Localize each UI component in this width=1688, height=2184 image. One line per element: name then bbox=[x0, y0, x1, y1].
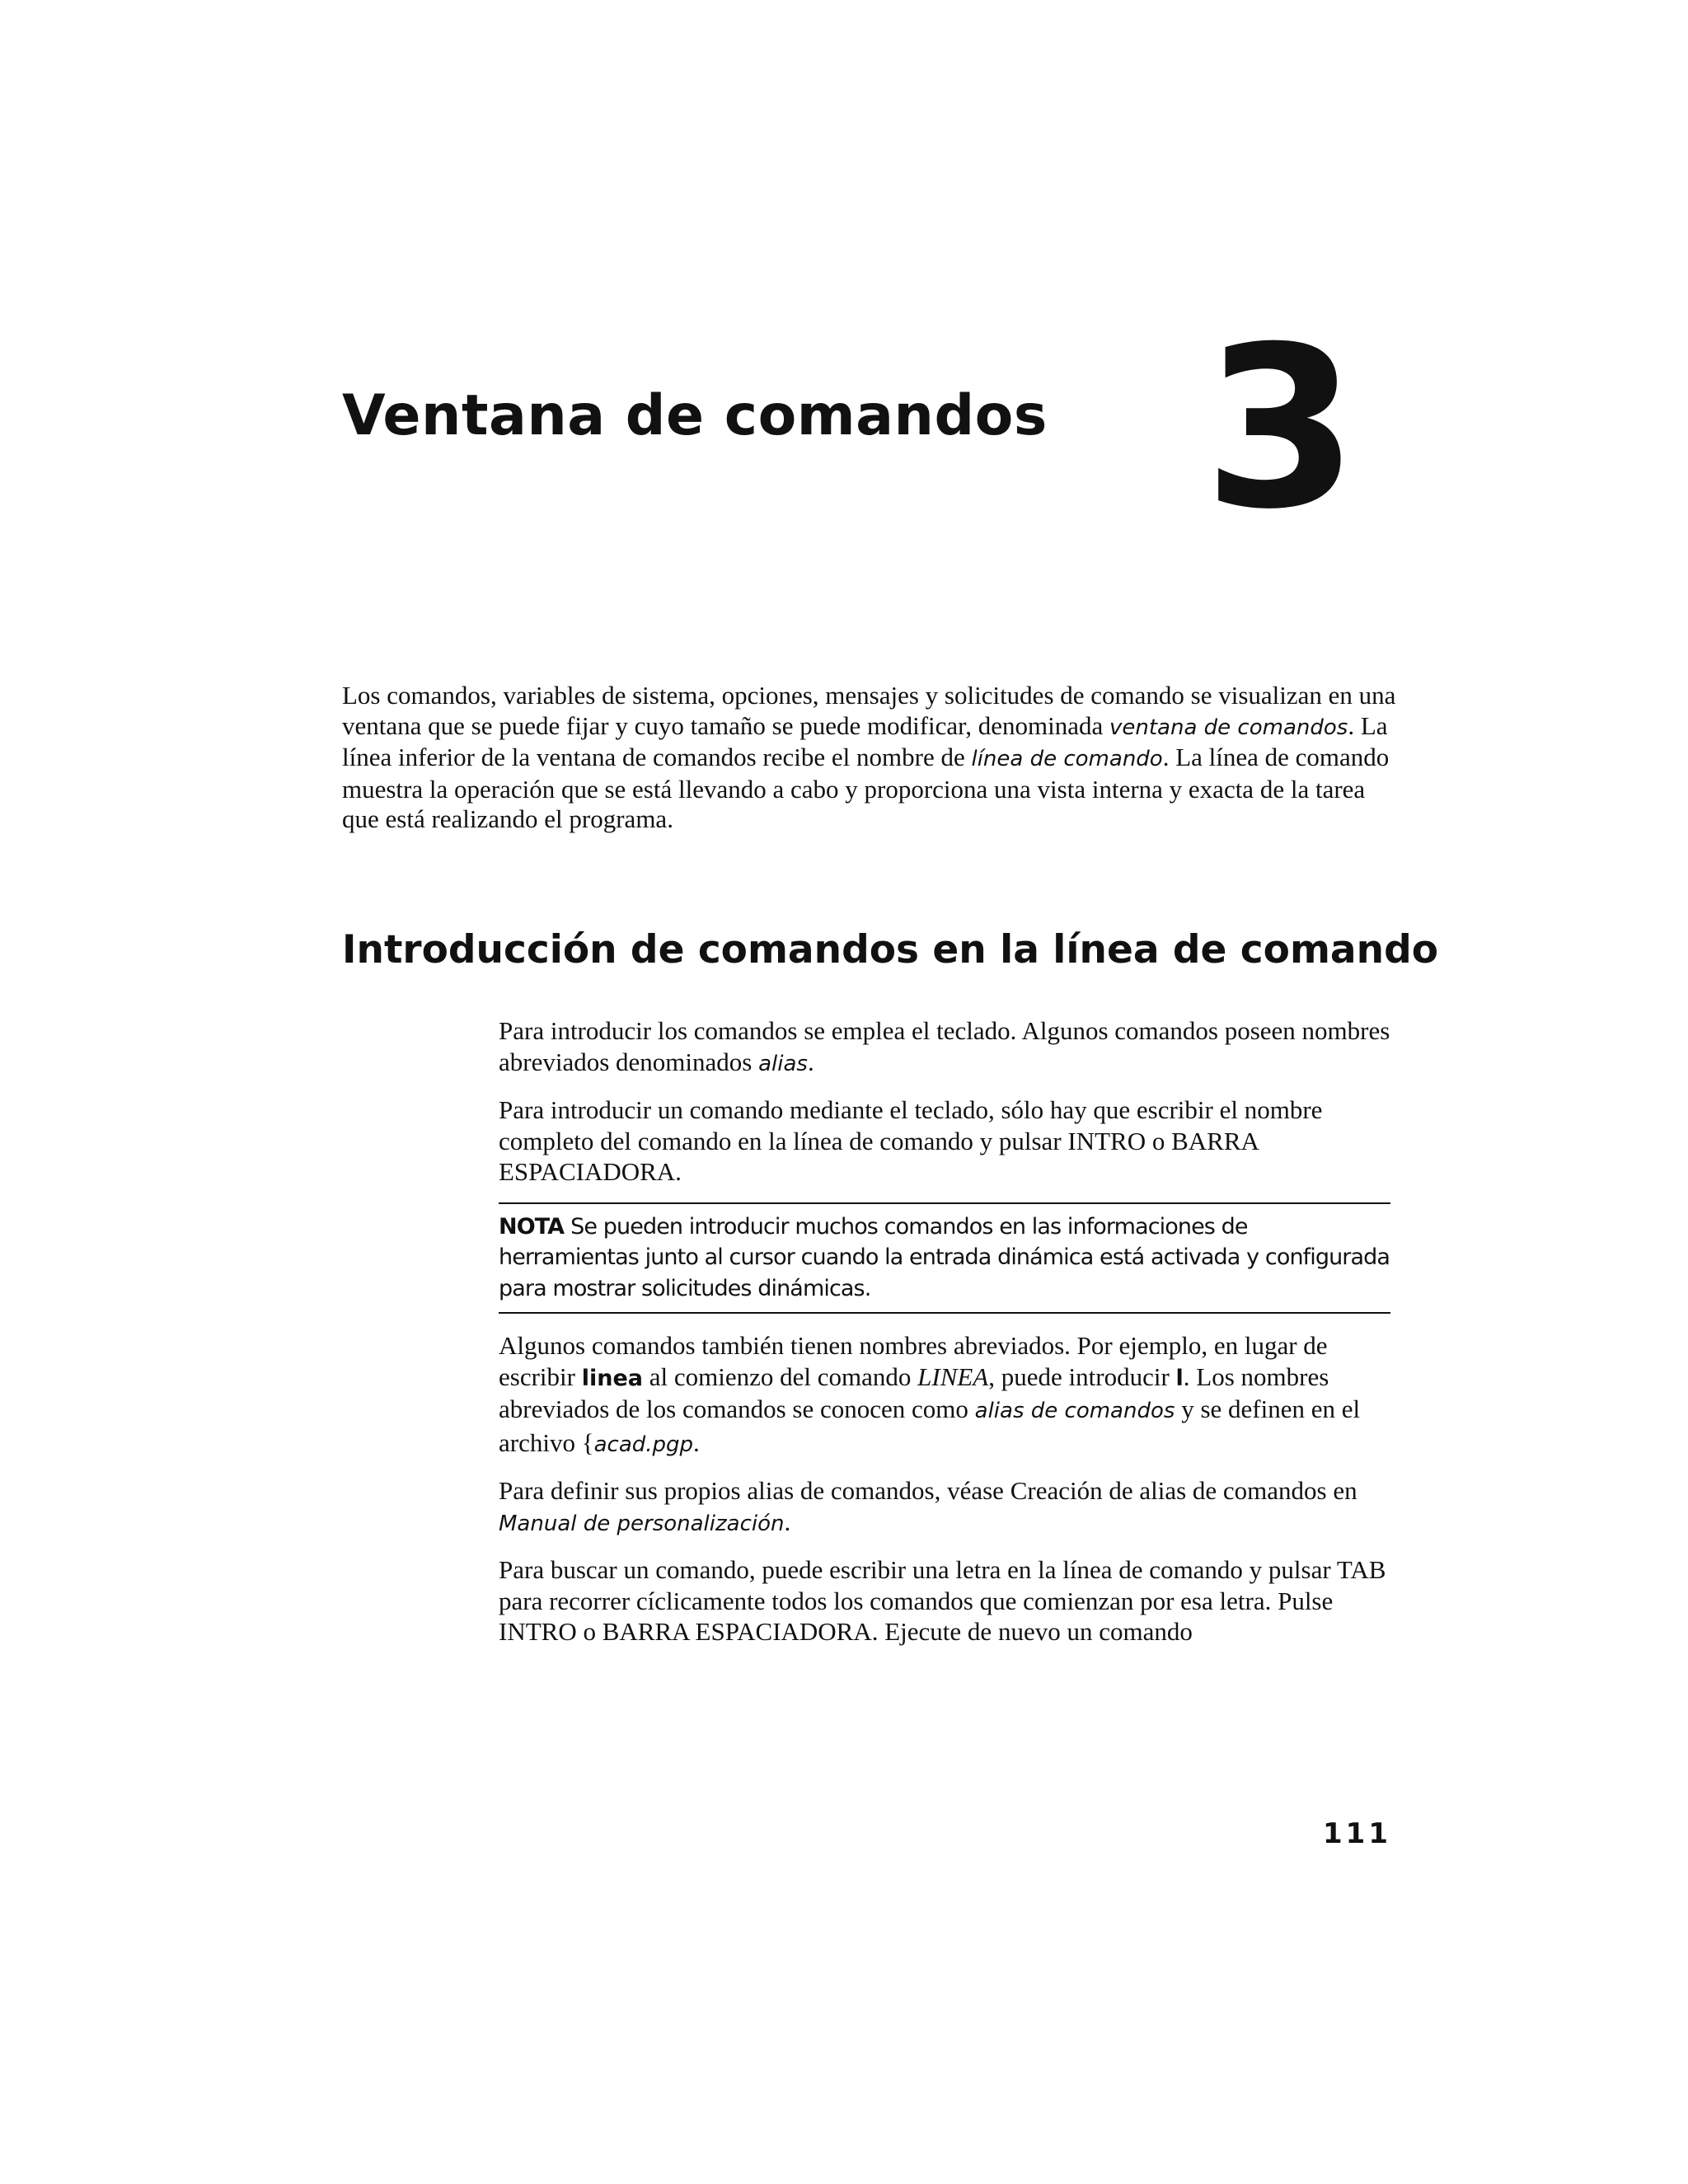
paragraph-text: . bbox=[807, 1047, 814, 1076]
paragraph-text: Para definir sus propios alias de comandos, véase Creación de alias de comandos en bbox=[499, 1476, 1357, 1505]
file-name: acad.pgp bbox=[593, 1432, 694, 1457]
term-alias-de-comandos: alias de comandos bbox=[974, 1399, 1175, 1423]
intro-text: . La línea de comando muestra la operación que se está llevando a cabo y proporciona una vista interna y exacta de la tarea que está realizando el programa. bbox=[342, 743, 1390, 833]
section-title: Introducción de comandos en la línea de comando bbox=[342, 927, 1439, 972]
intro-paragraph bbox=[342, 681, 1405, 835]
term-alias: alias bbox=[758, 1051, 808, 1076]
page-number: 111 bbox=[1323, 1817, 1391, 1850]
chapter-number: 3 bbox=[1203, 298, 1358, 558]
intro-text: Los comandos, variables de sistema, opciones, mensajes y solicitudes de comando se visualizan en una ventana que se puede fijar y cuyo tamaño se puede modificar, denominada bbox=[342, 681, 1396, 740]
paragraph-text: Para introducir los comandos se emplea el teclado. Algunos comandos poseen nombres abreviados denominados bbox=[499, 1016, 1390, 1076]
paragraph-search-command: Para buscar un comando, puede escribir una letra en la línea de comando y pulsar TAB para recorrer cíclicamente todos los comandos que comienzan por esa letra. Pulse INTRO o BARRA ESPACIADORA. Ejecute de nuevo un comando bbox=[499, 1555, 1386, 1646]
paragraph-text: y se definen en el archivo { bbox=[499, 1394, 1361, 1457]
command-name: LINEA bbox=[917, 1361, 989, 1391]
paragraph-keyboard: Para introducir un comando mediante el teclado, sólo hay que escribir el nombre completo del comando en la línea de comando y pulsar INTRO o BARRA ESPACIADORA. bbox=[499, 1095, 1323, 1186]
note-box bbox=[499, 1202, 1390, 1315]
keyword-linea: linea bbox=[581, 1365, 643, 1391]
paragraph-text: Algunos comandos también tienen nombres abreviados. Por ejemplo, en lugar de escribir bbox=[499, 1331, 1328, 1391]
note-text: Se pueden introducir muchos comandos en las informaciones de herramientas junto al cursor cuando la entrada dinámica está activada y configurada para mostrar solicitudes dinámicas. bbox=[499, 1213, 1390, 1301]
intro-text: . La línea inferior de la ventana de comandos recibe el nombre de bbox=[342, 710, 1388, 771]
paragraph-abbreviations bbox=[499, 1330, 1390, 1460]
paragraph-alias bbox=[499, 1015, 1390, 1080]
paragraph-define-alias bbox=[499, 1475, 1390, 1540]
paragraph-text: . bbox=[693, 1427, 700, 1457]
chapter-title: Ventana de comandos bbox=[342, 383, 1048, 448]
keyword-l: l bbox=[1175, 1365, 1184, 1391]
paragraph-text: . bbox=[784, 1507, 791, 1536]
term-linea-de-comando: línea de comando bbox=[971, 747, 1163, 771]
paragraph-text: . Los nombres abreviados de los comandos se conocen como bbox=[499, 1361, 1329, 1423]
paragraph-text: , puede introducir bbox=[988, 1361, 1176, 1391]
note-label: NOTA bbox=[499, 1213, 565, 1240]
term-ventana-de-comandos: ventana de comandos bbox=[1109, 715, 1348, 740]
manual-reference: Manual de personalización bbox=[499, 1511, 785, 1536]
section-body bbox=[499, 1015, 1390, 1662]
paragraph-text: al comienzo del comando bbox=[642, 1361, 918, 1391]
